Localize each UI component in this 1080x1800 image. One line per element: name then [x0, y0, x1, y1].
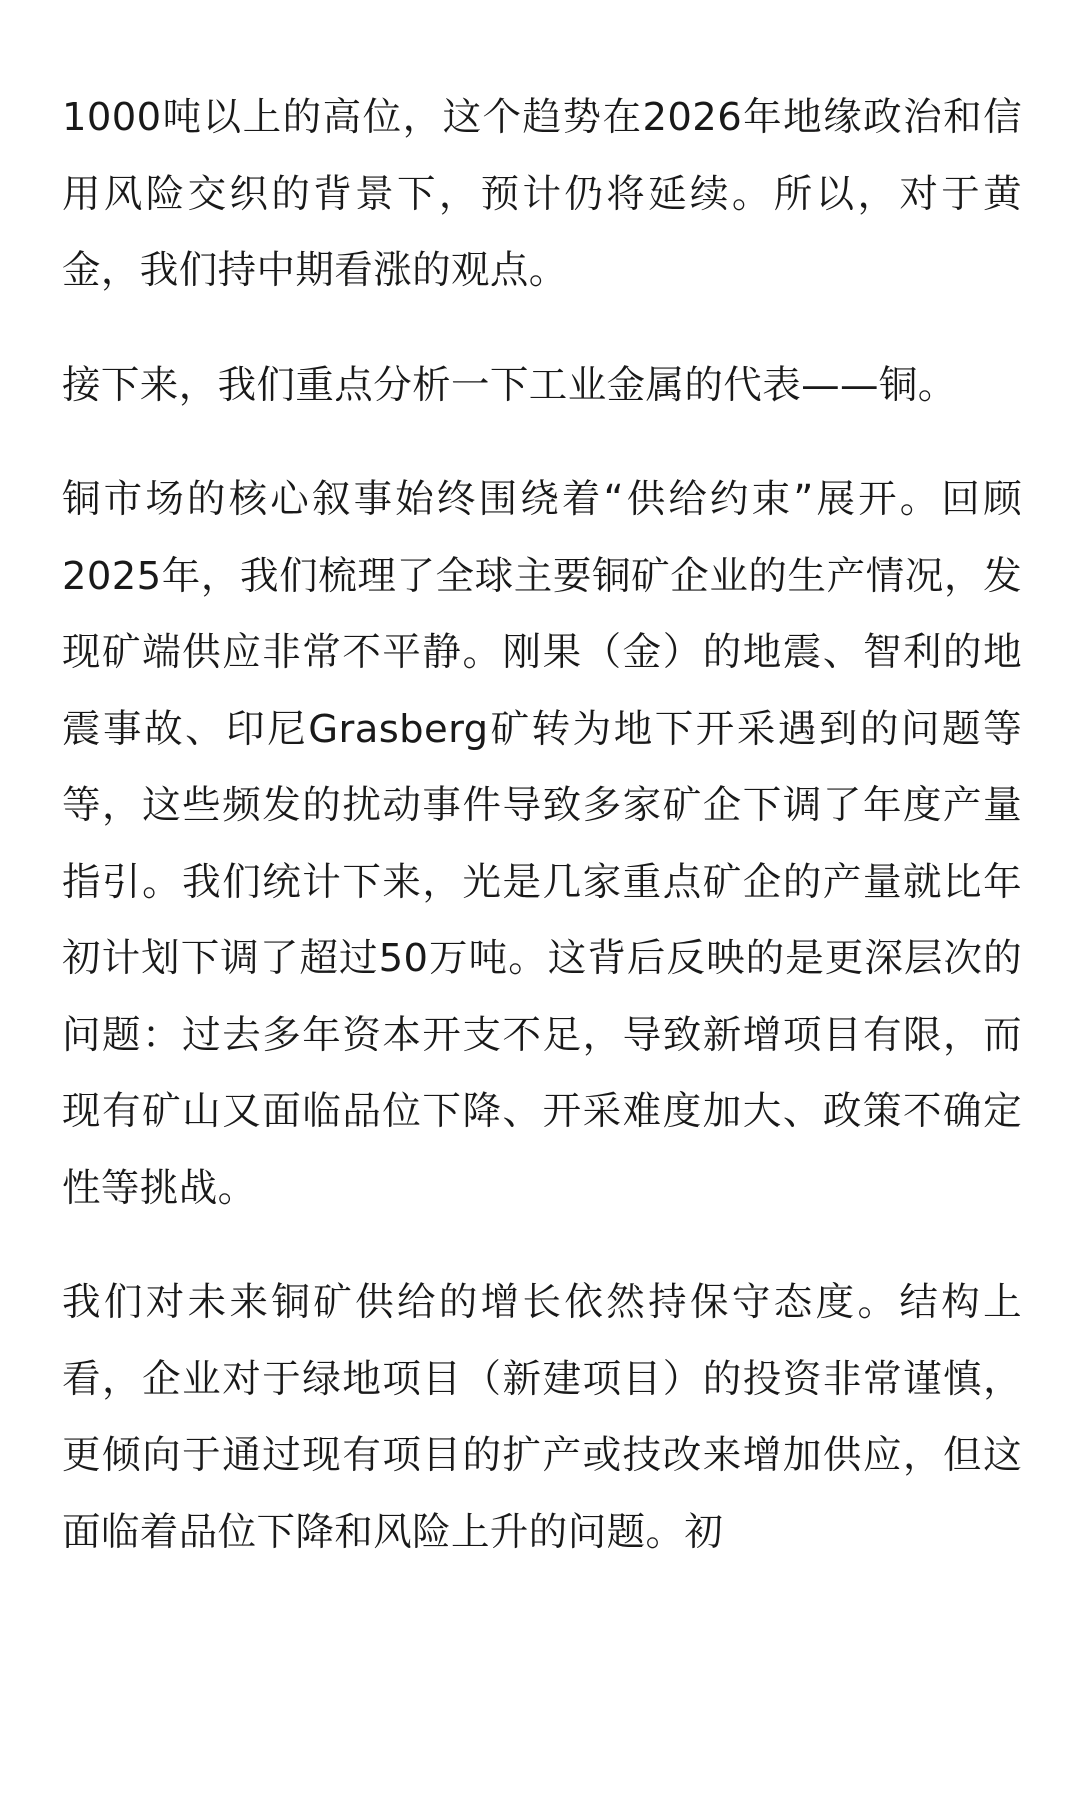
paragraph-copper-supply: 铜市场的核心叙事始终围绕着“供给约束”展开。回顾2025年，我们梳理了全球主要铜矿企业的生产情况，发现矿端供应非常不平静。刚果（金）的地震、智利的地震事故、印尼Grasberg矿转为地下开采遇到的问题等等，这些频发的扰动事件导致多家矿企下调了年度产量指引。我们统计下来，光是几家重点矿企的产量就比年初计划下调了超过50万吨。这背后反映的是更深层次的问题：过去多年资本开支不足，导致新增项目有限，而现有矿山又面临品位下降、开采难度加大、政策不确定性等挑战。	[62, 477, 1022, 1211]
paragraph-gold-outlook: 1000吨以上的高位，这个趋势在2026年地缘政治和信用风险交织的背景下，预计仍将延续。所以，对于黄金，我们持中期看涨的观点。	[62, 95, 1022, 293]
article-body	[62, 80, 1022, 1609]
paragraph-copper-intro: 接下来，我们重点分析一下工业金属的代表——铜。	[62, 362, 957, 408]
paragraph-copper-future: 我们对未来铜矿供给的增长依然持保守态度。结构上看，企业对于绿地项目（新建项目）的投资非常谨慎，更倾向于通过现有项目的扩产或技改来增加供应，但这面临着品位下降和风险上升的问题。初	[62, 1280, 1022, 1555]
